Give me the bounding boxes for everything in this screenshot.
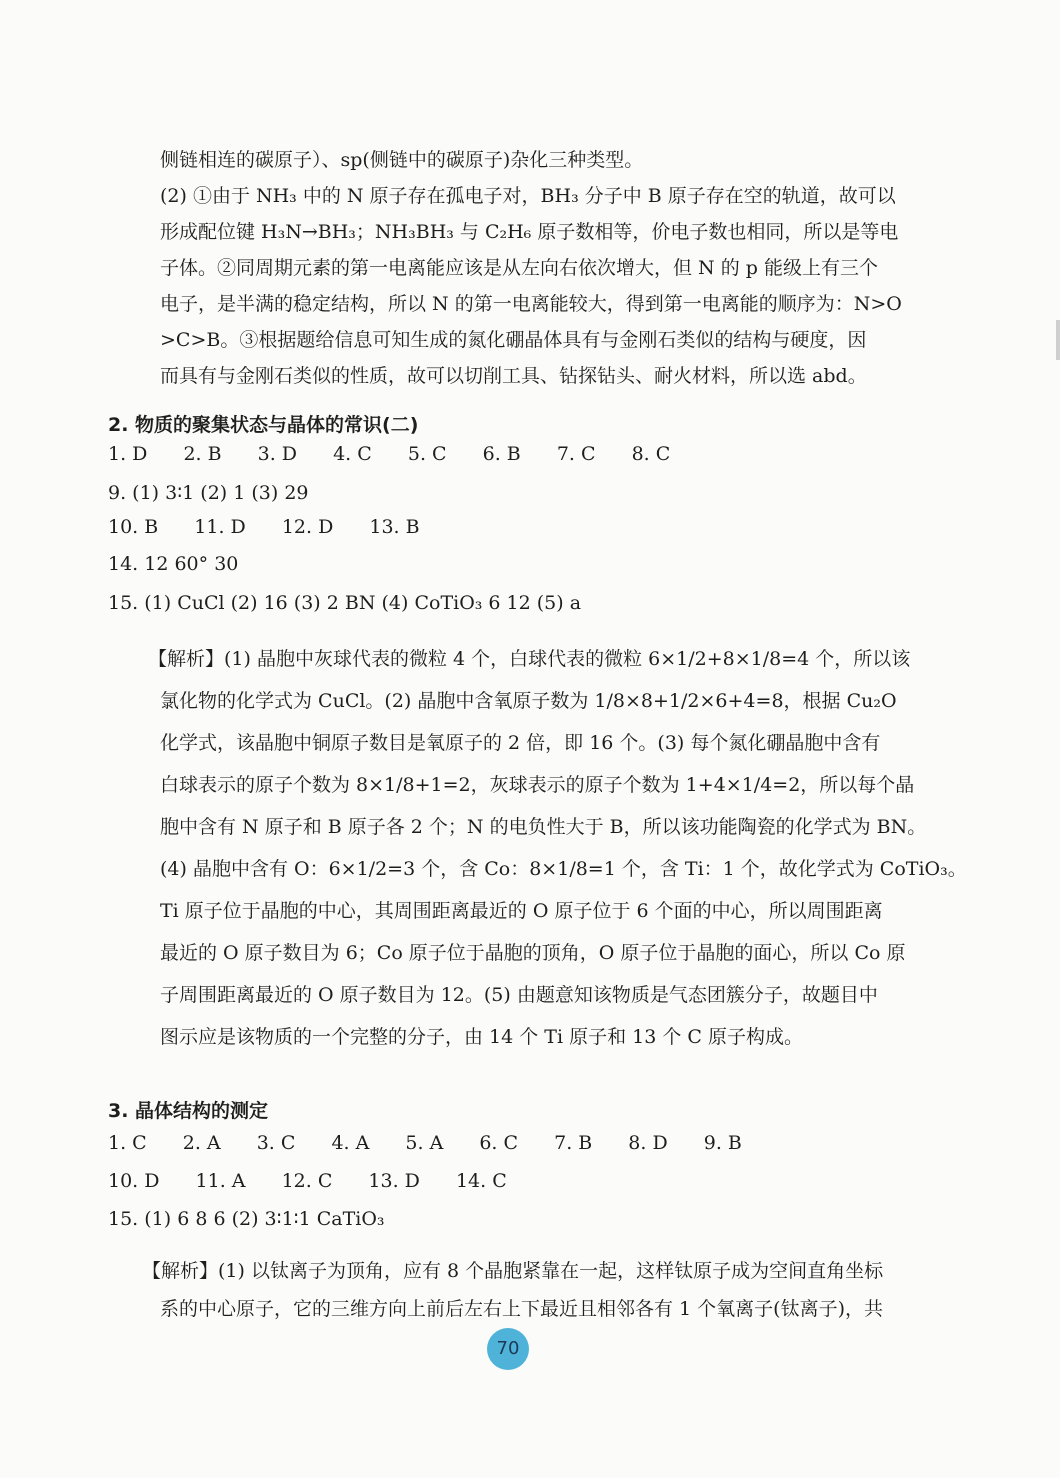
answer-item: 7. C xyxy=(556,443,596,465)
answer-item: 4. A xyxy=(331,1132,370,1154)
analysis-line: (4) 晶胞中含有 O：6×1/2=3 个，含 Co：8×1/8=1 个，含 Ti：1 个，故化学式为 CoTiO₃。 xyxy=(160,858,967,880)
answer-row xyxy=(108,516,450,538)
section-heading: 2. 物质的聚集状态与晶体的常识(二) xyxy=(108,414,419,436)
edge-mark xyxy=(1056,320,1060,360)
analysis-line: 化学式，该晶胞中铜原子数目是氧原子的 2 倍，即 16 个。(3) 每个氮化硼晶胞中含有 xyxy=(160,732,881,754)
analysis-line: 图示应是该物质的一个完整的分子，由 14 个 Ti 原子和 13 个 C 原子构成。 xyxy=(160,1026,803,1048)
answer-row: 9. (1) 3∶1 (2) 1 (3) 29 xyxy=(108,482,309,504)
answer-item: 12. C xyxy=(281,1170,333,1192)
answer-item: 2. B xyxy=(183,443,222,465)
answer-item: 14. C xyxy=(455,1170,507,1192)
answer-item: 2. A xyxy=(182,1132,221,1154)
analysis-line: 【解析】(1) 晶胞中灰球代表的微粒 4 个，白球代表的微粒 6×1/2+8×1/8=4 个，所以该 xyxy=(148,648,911,670)
analysis-line: 【解析】(1) 以钛离子为顶角，应有 8 个晶胞紧靠在一起，这样钛原子成为空间直角坐标 xyxy=(142,1260,884,1282)
answer-item: 8. D xyxy=(628,1132,668,1154)
intro-line: 侧链相连的碳原子）、sp(侧链中的碳原子)杂化三种类型。 xyxy=(160,149,644,171)
answer-item: 5. A xyxy=(405,1132,444,1154)
answer-item: 11. D xyxy=(194,516,246,538)
answer-item: 10. D xyxy=(108,1170,160,1192)
answer-item: 3. D xyxy=(257,443,298,465)
intro-line: 电子，是半满的稳定结构，所以 N 的第一电离能较大，得到第一电离能的顺序为：N>O xyxy=(160,293,902,315)
intro-paragraph xyxy=(160,142,950,394)
analysis-line: 最近的 O 原子数目为 6；Co 原子位于晶胞的顶角，O 原子位于晶胞的面心，所以 Co 原 xyxy=(160,942,906,964)
answer-item: 6. B xyxy=(482,443,521,465)
page-number-badge: 70 xyxy=(487,1328,529,1370)
answer-item: 13. D xyxy=(368,1170,420,1192)
intro-line: 子体。②同周期元素的第一电离能应该是从左向右依次增大，但 N 的 p 能级上有三个 xyxy=(160,257,878,279)
analysis-line: 系的中心原子，它的三维方向上前后左右上下最近且相邻各有 1 个氧离子(钛离子)，共 xyxy=(160,1298,883,1320)
answer-item: 1. D xyxy=(108,443,148,465)
analysis-line: 子周围距离最近的 O 原子数目为 12。(5) 由题意知该物质是气态团簇分子，故题目中 xyxy=(160,984,878,1006)
analysis-line: Ti 原子位于晶胞的中心，其周围距离最近的 O 原子位于 6 个面的中心，所以周围距离 xyxy=(160,900,883,922)
intro-line: (2) ①由于 NH₃ 中的 N 原子存在孤电子对，BH₃ 分子中 B 原子存在空的轨道，故可以 xyxy=(160,185,896,207)
answer-row xyxy=(108,443,700,465)
answer-item: 10. B xyxy=(108,516,159,538)
intro-line: 形成配位键 H₃N→BH₃；NH₃BH₃ 与 C₂H₆ 原子数相等，价电子数也相同，所以是等电 xyxy=(160,221,899,243)
answer-item: 4. C xyxy=(333,443,372,465)
answer-item: 8. C xyxy=(631,443,671,465)
intro-line: >C>B。③根据题给信息可知生成的氮化硼晶体具有与金刚石类似的结构与硬度，因 xyxy=(160,329,867,351)
answer-row xyxy=(108,1170,537,1192)
analysis-line: 氯化物的化学式为 CuCl。(2) 晶胞中含氧原子数为 1/8×8+1/2×6+4=8，根据 Cu₂O xyxy=(160,690,897,712)
analysis-paragraph xyxy=(142,1252,950,1328)
answer-item: 11. A xyxy=(195,1170,246,1192)
answer-item: 1. C xyxy=(108,1132,147,1154)
answer-item: 6. C xyxy=(479,1132,519,1154)
intro-line: 而具有与金刚石类似的性质，故可以切削工具、钻探钻头、耐火材料，所以选 abd。 xyxy=(160,365,867,387)
answer-item: 13. B xyxy=(369,516,420,538)
answer-row: 15. (1) 6 8 6 (2) 3∶1∶1 CaTiO₃ xyxy=(108,1208,385,1230)
answer-item: 9. B xyxy=(703,1132,742,1154)
answer-item: 12. D xyxy=(281,516,334,538)
answer-item: 5. C xyxy=(407,443,447,465)
section-heading: 3. 晶体结构的测定 xyxy=(108,1100,269,1122)
answer-row xyxy=(108,1132,772,1154)
analysis-line: 白球表示的原子个数为 8×1/8+1=2，灰球表示的原子个数为 1+4×1/4=2，所以每个晶 xyxy=(160,774,915,796)
answer-row: 15. (1) CuCl (2) 16 (3) 2 BN (4) CoTiO₃ 6 12 (5) a xyxy=(108,592,582,614)
answer-item: 3. C xyxy=(256,1132,296,1154)
analysis-paragraph xyxy=(148,638,967,1058)
analysis-line: 胞中含有 N 原子和 B 原子各 2 个；N 的电负性大于 B，所以该功能陶瓷的化学式为 BN。 xyxy=(160,816,927,838)
answer-item: 7. B xyxy=(554,1132,593,1154)
answer-row: 14. 12 60° 30 xyxy=(108,553,239,575)
